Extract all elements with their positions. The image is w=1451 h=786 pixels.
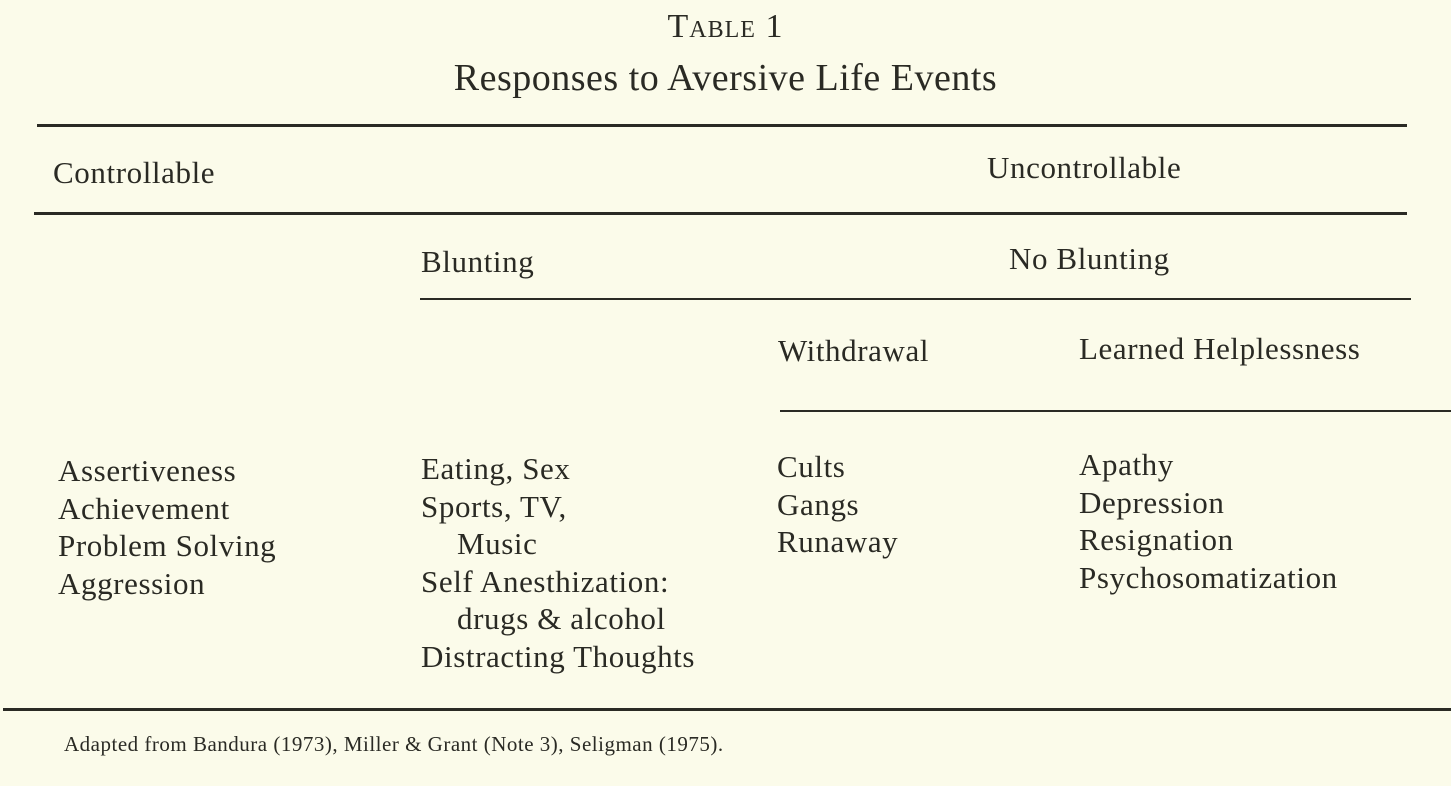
header-learned-helplessness: Learned Helplessness: [1079, 331, 1361, 366]
header-rule-2: [420, 298, 1411, 300]
header-blunting: Blunting: [421, 244, 535, 279]
list-item: Assertiveness: [58, 453, 237, 488]
list-item: Achievement: [58, 490, 230, 526]
top-rule: [37, 124, 1407, 127]
list-item: Eating, Sex: [421, 451, 571, 486]
blunting-list: [421, 450, 695, 675]
header-uncontrollable: Uncontrollable: [987, 150, 1182, 185]
list-item: Psychosomatization: [1079, 559, 1338, 595]
table-number: Table 1: [667, 8, 784, 45]
header-withdrawal: Withdrawal: [778, 333, 930, 368]
list-item: Runaway: [777, 524, 899, 559]
header-rule-1: [34, 212, 1407, 215]
header-no-blunting: No Blunting: [1009, 241, 1170, 276]
list-item: Self Anesthization:: [421, 563, 670, 599]
list-item: Cults: [777, 449, 846, 484]
list-item: Aggression: [58, 565, 206, 601]
list-item: Gangs: [777, 486, 860, 522]
list-item: drugs & alcohol: [457, 601, 666, 636]
list-item: Sports, TV,: [421, 488, 567, 524]
learned-helplessness-list: [1079, 446, 1338, 596]
bottom-rule: [3, 708, 1451, 711]
list-item: Distracting Thoughts: [421, 638, 696, 674]
footnote: Adapted from Bandura (1973), Miller & Grant (Note 3), Seligman (1975).: [64, 732, 724, 756]
header-controllable: Controllable: [53, 155, 216, 190]
list-item: Music: [457, 526, 538, 561]
header-rule-3: [780, 410, 1451, 412]
list-item: Depression: [1079, 484, 1225, 520]
table-title: Responses to Aversive Life Events: [453, 57, 998, 99]
list-item: Resignation: [1079, 522, 1234, 557]
withdrawal-list: [777, 448, 898, 561]
controllable-list: [58, 452, 276, 602]
list-item: Apathy: [1079, 447, 1174, 482]
list-item: Problem Solving: [58, 528, 277, 563]
